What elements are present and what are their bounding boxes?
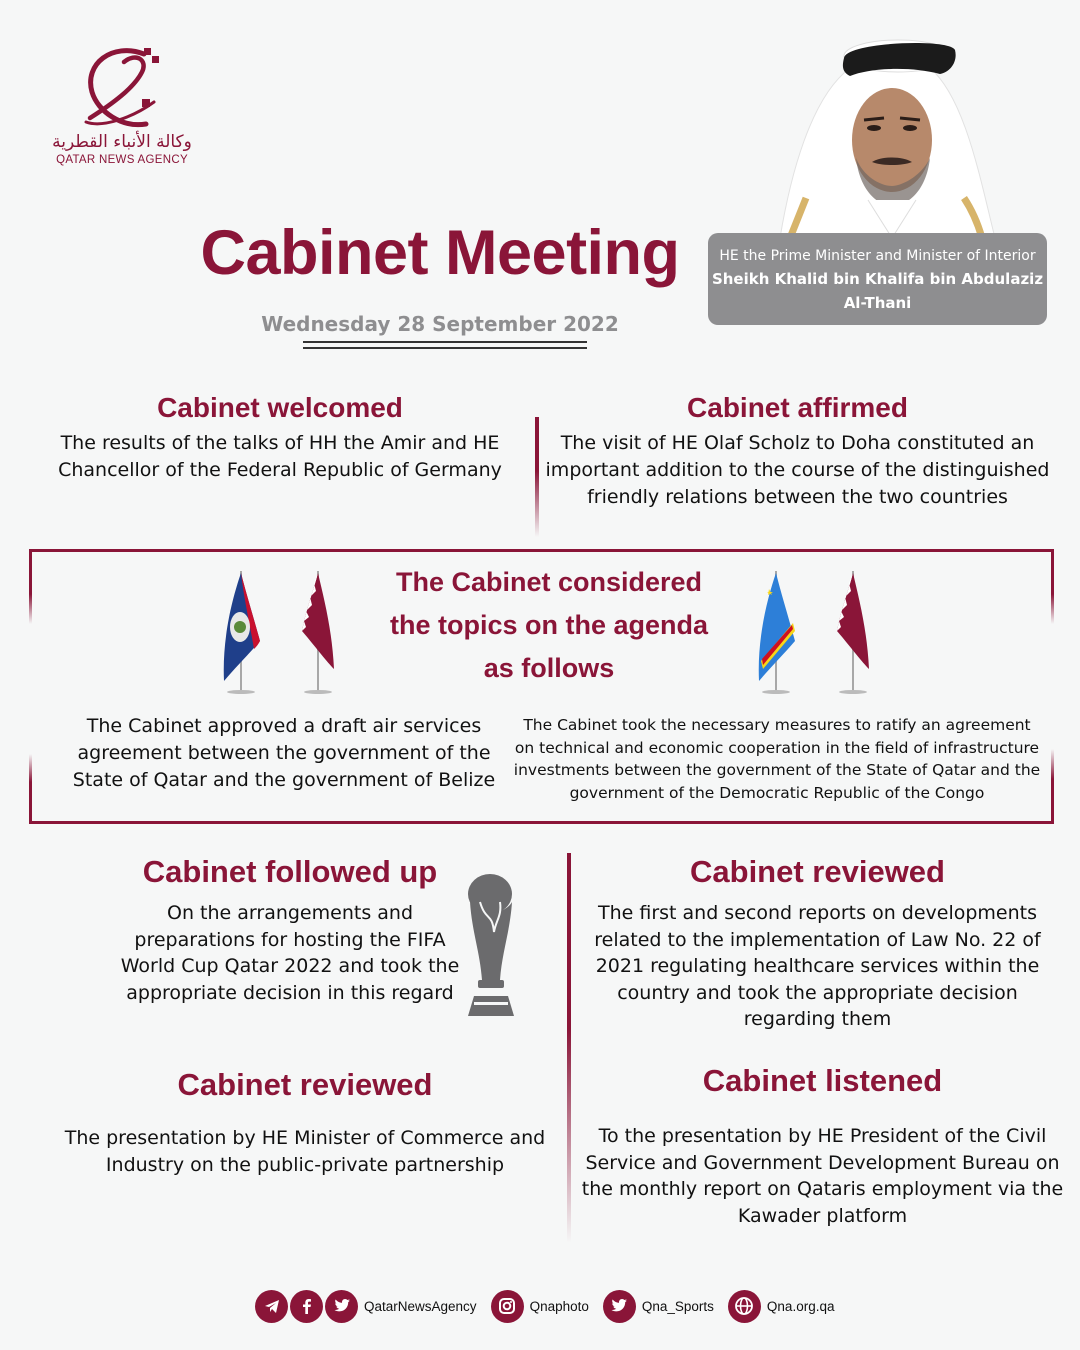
telegram-icon[interactable] — [255, 1290, 288, 1323]
divider-vertical — [567, 853, 571, 1243]
agenda-box — [29, 549, 1054, 824]
section-heading: Cabinet reviewed — [690, 854, 945, 889]
agenda-item-belize: The Cabinet approved a draft air services agreement between the government of the State of Qatar and the government of Belize — [72, 715, 496, 791]
facebook-icon[interactable] — [290, 1290, 323, 1323]
section-heading: Cabinet welcomed — [157, 392, 403, 423]
world-cup-trophy-icon — [462, 872, 520, 1020]
social-handle-qnaphoto[interactable]: Qnaphoto — [529, 1298, 589, 1314]
section-body: The results of the talks of HH the Amir and HE Chancellor of the Federal Republic of Germany — [58, 432, 502, 481]
section-body: On the arrangements and preparations for hosting the FIFA World Cup Qatar 2022 and took the appropriate decision in this regard — [120, 902, 460, 1004]
section-followed-up — [110, 854, 470, 1006]
box-border — [29, 821, 1054, 824]
flags-drc-qatar — [749, 569, 889, 699]
section-listened — [580, 1063, 1065, 1229]
section-body: The first and second reports on developments related to the implementation of Law No. 22 of 2021 regulating healthcare services within the country and took the appropriate decision regarding them — [594, 902, 1041, 1030]
logo-arabic-text: وكالة الأنباء القطرية — [52, 132, 192, 152]
instagram-icon[interactable] — [491, 1290, 524, 1323]
date-underline — [303, 347, 587, 349]
page-title: Cabinet Meeting — [200, 218, 680, 288]
divider-vertical — [535, 417, 539, 537]
section-heading: Cabinet reviewed — [177, 1067, 433, 1102]
meeting-date: Wednesday 28 September 2022 — [261, 312, 619, 336]
section-heading: Cabinet listened — [702, 1063, 943, 1098]
section-heading: Cabinet followed up — [142, 854, 438, 889]
flags-belize-qatar — [214, 569, 354, 699]
section-reviewed-health — [580, 854, 1055, 1033]
social-handle-website[interactable]: Qna.org.qa — [766, 1298, 835, 1314]
agenda-item-congo: The Cabinet took the necessary measures to ratify an agreement on technical and economic cooperation in the field of infrastructure investments between the government of the State of Qatar and the government of the Democratic Republic of the Congo — [513, 716, 1041, 802]
box-border — [1051, 749, 1054, 824]
social-handle-qatarnewsagency[interactable]: QatarNewsAgency — [364, 1298, 477, 1314]
logo-english-text: QATAR NEWS AGENCY — [56, 154, 188, 166]
section-welcomed — [30, 390, 530, 484]
box-border — [1051, 549, 1054, 624]
prime-minister-portrait — [750, 28, 1020, 238]
box-border — [29, 549, 32, 624]
social-footer — [255, 1289, 848, 1323]
qna-emblem-icon — [72, 44, 172, 132]
twitter-icon[interactable] — [603, 1290, 636, 1323]
prime-minister-caption — [708, 233, 1047, 325]
section-heading: Cabinet affirmed — [687, 392, 908, 423]
section-body: To the presentation by HE President of the Civil Service and Government Development Bureau on the monthly report on Qataris employment via the Kawader platform — [581, 1125, 1064, 1227]
social-handle-qna-sports[interactable]: Qna_Sports — [641, 1298, 714, 1314]
box-border — [29, 754, 32, 824]
box-border — [29, 549, 1054, 552]
qna-logo — [52, 44, 192, 174]
pm-role: HE the Prime Minister and Minister of Interior — [719, 248, 1036, 264]
twitter-icon[interactable] — [325, 1290, 358, 1323]
section-body: The presentation by HE Minister of Commerce and Industry on the public-private partnership — [64, 1127, 546, 1176]
agenda-heading: The Cabinet considered the topics on the agenda as follows — [389, 567, 709, 683]
pm-name-line2: Al-Thani — [843, 294, 912, 312]
date-underline — [303, 341, 587, 343]
pm-name-line1: Sheikh Khalid bin Khalifa bin Abdulaziz — [711, 270, 1044, 288]
globe-icon[interactable] — [728, 1290, 761, 1323]
section-body: The visit of HE Olaf Scholz to Doha constituted an important addition to the course of the distinguished friendly relations between the two countries — [545, 432, 1050, 508]
section-reviewed-ppp — [40, 1067, 570, 1179]
section-affirmed — [545, 390, 1050, 511]
